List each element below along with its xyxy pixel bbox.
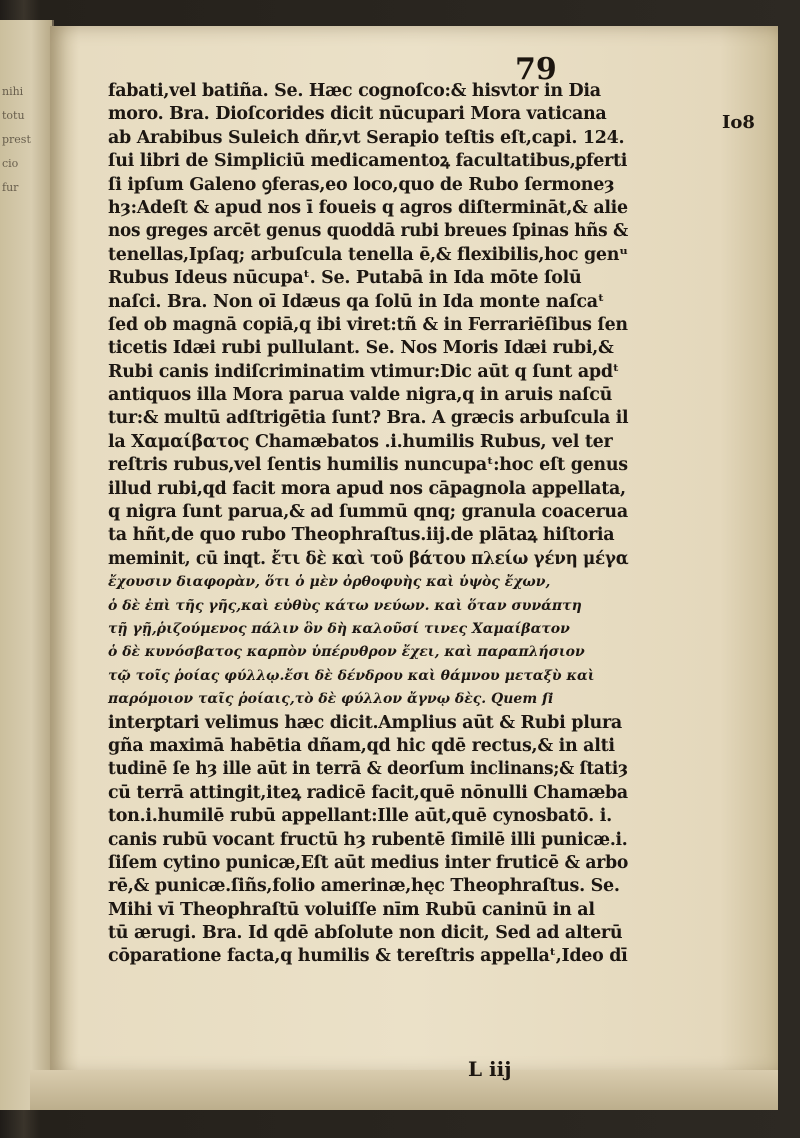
text-line: cū terrā attingit,iteꝝ radicē facit,quē nōnulli Chamæba bbox=[108, 782, 628, 803]
text-line: cōparatione facta,q humilis & tereſtris appellaᵗ,Ideo dī bbox=[108, 946, 628, 967]
text-line: nos greges arcēt genus quoddā rubi breues ſpinas hñs & bbox=[108, 221, 628, 242]
text-line: fabati,vel batiña. Se. Hæc cognoſco:& hisvtor in Dia bbox=[108, 81, 601, 101]
text-line: illud rubi,qd facit mora apud nos cāpagnola appellata, bbox=[108, 478, 626, 499]
body-text bbox=[108, 80, 628, 969]
greek-text-line: παρόμοιον ταῖς ῥοίαις,τὸ δὲ φύλλον ἄγνῳ δὲς. Quem ſi bbox=[108, 691, 554, 708]
text-line: ſiſem cytino punicæ,Eſt aūt medius inter fruticē & arbo bbox=[108, 852, 629, 873]
text-line: meminit, cū inqt. ἔτι δὲ καὶ τοῦ βάτου πλείω γένη μέγα bbox=[108, 548, 629, 569]
facing-page-edge bbox=[0, 20, 54, 1110]
text-line: moro. Bra. Dioſcorides dicit nūcupari Mora vaticana bbox=[108, 104, 607, 125]
greek-text-line: ὁ δὲ κυνόσβατος καρπὸν ὑπέρυθρον ἔχει, καὶ παραπλήσιον bbox=[108, 644, 585, 661]
page-number: 79 bbox=[515, 52, 557, 87]
text-line: ab Arabibus Suleich dñr,vt Serapio teſtis eſt,capi. 124. bbox=[108, 127, 625, 148]
text-line: reſtris rubus,vel ſentis humilis nuncupaᵗ:hoc eſt genus bbox=[108, 455, 628, 476]
text-line: interꝑtari velimus hæc dicit.Amplius aūt & Rubi plura bbox=[108, 712, 622, 733]
greek-text-line: τῇ γῇ,ῥιζούμενος πάλιν ὃν δὴ καλοῦσί τινες Χαμαίβατον bbox=[108, 620, 570, 637]
text-line: ta hñt,de quo rubo Theophraſtus.iij.de plātaꝝ hiſtoria bbox=[108, 525, 615, 546]
text-line: ſui libri de Simpliciū medicamentoꝝ facultatibus,ꝑferti bbox=[108, 151, 628, 172]
text-line: tur:& multū adſtrigētia ſunt? Bra. A græcis arbuſcula il bbox=[108, 408, 629, 429]
text-line: ton.i.humilē rubū appellant:Ille aūt,quē cynosbatō. i. bbox=[108, 806, 612, 827]
text-line: ſi ipſum Galeno ꝯferas,eo loco,quo de Rubo ſermoneȝ bbox=[108, 174, 615, 195]
text-line: tū ærugi. Bra. Id qdē abſolute non dicit, Sed ad alterū bbox=[108, 923, 623, 944]
text-line: hȝ:Adeſt & apud nos ī foueis q agros diſtermināt,& alie bbox=[108, 197, 628, 218]
margin-note: Io8 bbox=[722, 112, 755, 133]
text-line: canis rubū vocant fructū hȝ rubentē ſimilē illi punicæ.i. bbox=[108, 829, 628, 850]
text-line: ſed ob magnā copiā,q ibi viret:tñ & in Ferrariēſibus ſen bbox=[108, 314, 628, 335]
text-line: tudinē ſe hȝ ille aūt in terrā & deorſum inclinans;& ſtatiȝ bbox=[108, 759, 628, 780]
greek-text-line: ὁ δὲ ἐπὶ τῆς γῆς,καὶ εὐθὺς κάτω νεύων. καὶ ὅταν συνάπτη bbox=[108, 597, 582, 614]
text-line: Rubus Ideus nūcupaᵗ. Se. Putabā in Ida mōte ſolū bbox=[108, 268, 582, 289]
text-line: antiquos illa Mora parua valde nigra,q in aruis naſcū bbox=[108, 385, 613, 406]
text-line: Rubi canis indiſcriminatim vtimur:Dic aūt q ſunt apdᵗ bbox=[108, 361, 619, 382]
greek-text-line: ἔχουσιν διαφορὰν, ὅτι ὁ μὲν ὀρθοφυὴς καὶ ὑψὸς ἔχων, bbox=[108, 574, 551, 591]
text-line: naſci. Bra. Non oī Idæus qa ſolū in Ida monte naſcaᵗ bbox=[108, 291, 605, 312]
facing-page-fragments: nihi totu prest cio fur bbox=[2, 85, 31, 194]
text-line: tenellas,Ipſaq; arbuſcula tenella ē,& flexibilis,hoc genᵘ bbox=[108, 244, 628, 265]
text-line: gña maximā habētia dñam,qd hic qdē rectus,& in alti bbox=[108, 735, 615, 756]
text-line: ticetis Idæi rubi pullulant. Se. Nos Moris Idæi rubi,& bbox=[108, 338, 614, 359]
signature-mark: L iij bbox=[468, 1057, 512, 1081]
text-line: rē,& punicæ.ſiñs,folio amerinæ,hęc Theophraſtus. Se. bbox=[108, 876, 620, 897]
text-line: la Χαμαίβατος Chamæbatos .i.humilis Rubus, vel ter bbox=[108, 431, 613, 452]
text-line: Mihi vī Theophraſtū voluiſſe nīm Rubū caninū in al bbox=[108, 899, 595, 920]
page-lower-edge bbox=[30, 1070, 778, 1110]
text-line: q nigra ſunt parua,& ad ſummū qnq; granula coacerua bbox=[108, 502, 628, 523]
greek-text-line: τῷ τοῖς ῥοίας φύλλῳ.ἔσι δὲ δένδρου καὶ θάμνου μεταξὺ καὶ bbox=[108, 667, 595, 684]
